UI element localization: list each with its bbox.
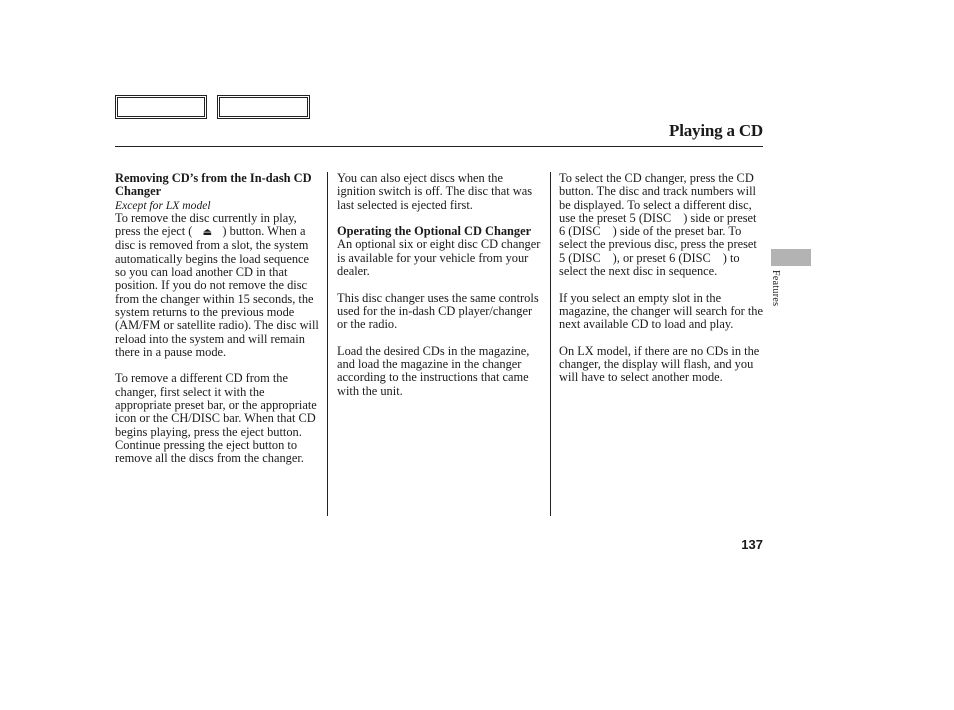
paragraph-remove-different-disc: To remove a different CD from the changer, first select it with the appropriate preset bar, or the appropriate icon or the CH/DISC bar. When that CD begins playing, press the eject button. Continue pressing the eject button to remove all the discs from the changer. [115, 371, 317, 466]
paragraph-optional-changer: An optional six or eight disc CD changer is available for your vehicle from your dealer. [337, 237, 541, 279]
paragraph-eject-ignition-off: You can also eject discs when the ignition switch is off. The disc that was last selected is ejected first. [337, 171, 533, 212]
column-left [115, 172, 323, 479]
title-divider [115, 146, 763, 147]
text-fragment: ) side or preset 6 (DISC [559, 210, 757, 239]
text-fragment: ) button. When a disc is removed from a slot, the system automatically begins the load sequence so you can load another CD in that position. If you do not remove the disc from the changer within 15 seconds, the system returns to the previous mode (AM/FM or satellite radio). The disc will reload into the system and will remain there in a pause mode. [115, 224, 319, 359]
paragraph-empty-slot: If you select an empty slot in the magazine, the changer will search for the next available CD to load and play. [559, 290, 764, 332]
text-fragment: To remove the disc currently in play, press the eject ( [115, 210, 297, 239]
section-heading-optional-changer: Operating the Optional CD Changer [337, 224, 532, 239]
main-menu-button[interactable] [115, 95, 207, 119]
text-fragment: To select the CD changer, press the CD button. The disc and track numbers will be displayed. To select a different disc, use the preset 5 (DISC [559, 171, 756, 225]
eject-icon: ⏏ [202, 227, 213, 239]
section-heading-removing-cds: Removing CD’s from the In-dash CD Changer [115, 171, 312, 199]
paragraph-remove-current-disc [115, 212, 323, 359]
text-fragment: ) to select the next disc in sequence. [559, 250, 740, 279]
model-note: Except for LX model [115, 198, 211, 212]
section-tab-marker [771, 249, 811, 266]
section-tab-label: Features [770, 270, 781, 307]
paragraph-load-magazine: Load the desired CDs in the magazine, and load the magazine in the changer according to the instructions that came with the unit. [337, 343, 530, 398]
paragraph-select-changer [559, 172, 763, 278]
text-fragment: ) side of the preset bar. To select the previous disc, press the preset 5 (DISC [559, 224, 757, 265]
page-number: 137 [741, 537, 763, 552]
paragraph-changer-controls: This disc changer uses the same controls used for the in-dash CD player/changer or the radio. [337, 290, 539, 332]
page-title: Playing a CD [669, 121, 763, 140]
paragraph-lx-model: On LX model, if there are no CDs in the changer, the display will flash, and you will have to select another mode. [559, 343, 760, 385]
column-divider [550, 172, 551, 516]
table-of-contents-button[interactable] [217, 95, 310, 119]
column-right [559, 172, 763, 398]
text-fragment: ), or preset 6 (DISC [612, 250, 711, 265]
column-divider [327, 172, 328, 516]
column-middle [337, 172, 542, 411]
